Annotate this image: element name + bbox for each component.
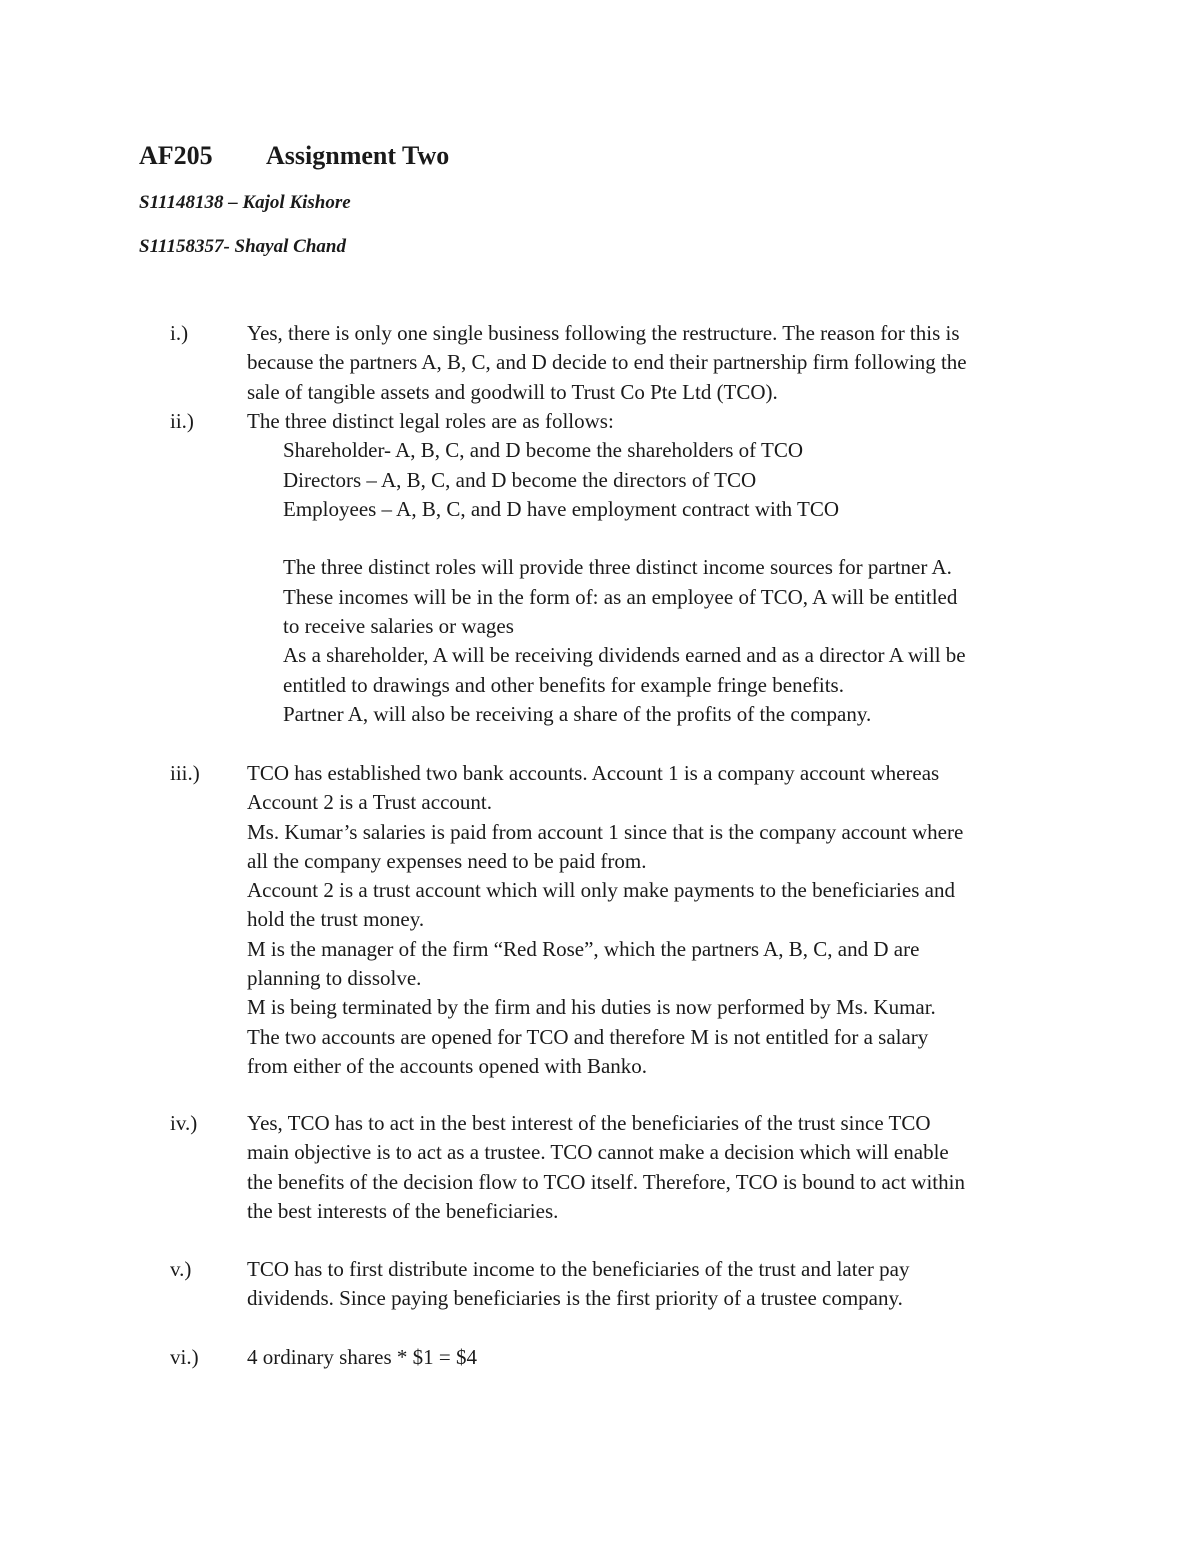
paragraph-line: from either of the accounts opened with Banko. xyxy=(247,1053,648,1078)
paragraph-line: dividends. Since paying beneficiaries is the first priority of a trustee company. xyxy=(247,1286,903,1311)
paragraph-line: The three distinct roles will provide three distinct income sources for partner A. xyxy=(283,555,952,580)
paragraph-line: As a shareholder, A will be receiving dividends earned and as a director A will be xyxy=(283,643,966,668)
paragraph-line: TCO has to first distribute income to the beneficiaries of the trust and later pay xyxy=(247,1257,910,1281)
author-line: S11158357- Shayal Chand xyxy=(139,236,346,257)
paragraph-line: main objective is to act as a trustee. TCO cannot make a decision which will enable xyxy=(247,1140,949,1165)
assignment-title: Assignment Two xyxy=(266,141,450,170)
paragraph-line: entitled to drawings and other benefits for example fringe benefits. xyxy=(283,672,844,697)
paragraph-line: The two accounts are opened for TCO and therefore M is not entitled for a salary xyxy=(247,1024,929,1049)
item-number: i.) xyxy=(170,321,189,345)
item-body xyxy=(247,1255,1077,1314)
paragraph-line: sale of tangible assets and goodwill to Trust Co Pte Ltd (TCO). xyxy=(247,379,778,404)
page-title xyxy=(139,141,449,171)
role-line: Directors – A, B, C, and D become the directors of TCO xyxy=(283,467,757,492)
paragraph-line: Ms. Kumar’s salaries is paid from account 1 since that is the company account where xyxy=(247,819,964,844)
paragraph-line: planning to dissolve. xyxy=(247,966,422,991)
item-number: iv.) xyxy=(170,1111,198,1135)
role-line: Employees – A, B, C, and D have employment contract with TCO xyxy=(283,496,840,521)
paragraph-line: The three distinct legal roles are as follows: xyxy=(247,409,614,433)
paragraph-line: Partner A, will also be receiving a share of the profits of the company. xyxy=(283,701,872,726)
author-line: S11148138 – Kajol Kishore xyxy=(139,192,351,213)
course-code: AF205 xyxy=(139,141,213,170)
paragraph-line: Yes, TCO has to act in the best interest of the beneficiaries of the trust since TCO xyxy=(247,1111,931,1135)
item-number: vi.) xyxy=(170,1345,199,1369)
item-number: iii.) xyxy=(170,761,200,785)
paragraph-line: to receive salaries or wages xyxy=(283,614,514,639)
paragraph-line: These incomes will be in the form of: as an employee of TCO, A will be entitled xyxy=(283,584,958,609)
paragraph-line: M is being terminated by the firm and his duties is now performed by Ms. Kumar. xyxy=(247,995,936,1020)
paragraph-line: hold the trust money. xyxy=(247,907,425,932)
paragraph-line: M is the manager of the firm “Red Rose”, which the partners A, B, C, and D are xyxy=(247,936,920,961)
item-number: v.) xyxy=(170,1257,192,1281)
paragraph-line: TCO has established two bank accounts. Account 1 is a company account whereas xyxy=(247,761,940,785)
item-body xyxy=(247,1343,1077,1372)
roles-list xyxy=(247,436,1077,729)
paragraph-line: Account 2 is a Trust account. xyxy=(247,790,492,815)
paragraph-line: 4 ordinary shares * $1 = $4 xyxy=(247,1345,477,1369)
paragraph-line: Account 2 is a trust account which will only make payments to the beneficiaries and xyxy=(247,878,955,903)
item-body xyxy=(247,319,1077,407)
item-body xyxy=(247,1109,1077,1226)
role-line: Shareholder- A, B, C, and D become the shareholders of TCO xyxy=(283,438,803,463)
item-number: ii.) xyxy=(170,409,194,433)
paragraph-line: the best interests of the beneficiaries. xyxy=(247,1198,559,1223)
item-body xyxy=(247,759,1077,1081)
paragraph-line: Yes, there is only one single business following the restructure. The reason for this is xyxy=(247,321,960,345)
item-body xyxy=(247,407,1077,729)
paragraph-line: because the partners A, B, C, and D decide to end their partnership firm following the xyxy=(247,350,967,375)
paragraph-line: the benefits of the decision flow to TCO itself. Therefore, TCO is bound to act within xyxy=(247,1169,965,1194)
paragraph-line: all the company expenses need to be paid from. xyxy=(247,848,647,873)
